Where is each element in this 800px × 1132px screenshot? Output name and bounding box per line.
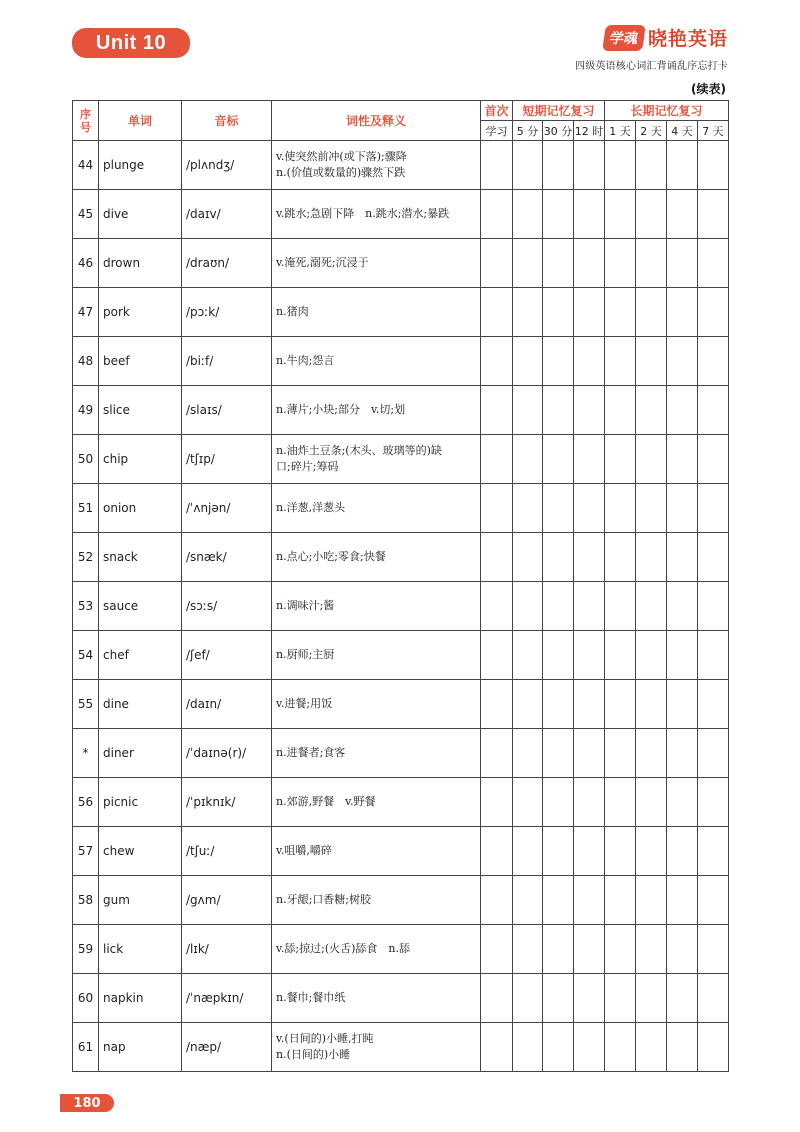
review-checkbox-cell[interactable]: [513, 729, 543, 778]
review-checkbox-cell[interactable]: [667, 974, 698, 1023]
table-row: [73, 386, 729, 435]
review-checkbox-cell[interactable]: [667, 190, 698, 239]
review-checkbox-cell[interactable]: [605, 141, 636, 190]
row-number: 57: [73, 827, 99, 876]
review-checkbox-cell[interactable]: [574, 631, 605, 680]
review-checkbox-cell[interactable]: [605, 190, 636, 239]
header-long-col: 1 天: [605, 121, 636, 141]
header-short-review: 短期记忆复习: [513, 101, 605, 121]
row-definition: [272, 582, 481, 631]
row-phonetic: /snæk/: [182, 533, 272, 582]
brand-block: [575, 24, 728, 72]
review-checkbox-cell[interactable]: [574, 141, 605, 190]
review-checkbox-cell[interactable]: [605, 925, 636, 974]
review-checkbox-cell[interactable]: [481, 484, 513, 533]
review-checkbox-cell[interactable]: [698, 827, 729, 876]
review-checkbox-cell[interactable]: [698, 288, 729, 337]
review-checkbox-cell[interactable]: [513, 974, 543, 1023]
review-checkbox-cell[interactable]: [698, 239, 729, 288]
header-first: 首次: [481, 101, 513, 121]
review-checkbox-cell[interactable]: [636, 925, 667, 974]
row-definition: [272, 288, 481, 337]
definition-line: v.进餐;用饭: [276, 697, 333, 710]
row-definition: [272, 239, 481, 288]
row-word: nap: [99, 1023, 182, 1072]
review-checkbox-cell[interactable]: [543, 1023, 574, 1072]
row-phonetic: /ˈpɪknɪk/: [182, 778, 272, 827]
row-word: diner: [99, 729, 182, 778]
review-checkbox-cell[interactable]: [481, 1023, 513, 1072]
review-checkbox-cell[interactable]: [636, 876, 667, 925]
review-checkbox-cell[interactable]: [636, 582, 667, 631]
review-checkbox-cell[interactable]: [513, 484, 543, 533]
row-phonetic: /tʃuː/: [182, 827, 272, 876]
row-phonetic: /ˈʌnjən/: [182, 484, 272, 533]
review-checkbox-cell[interactable]: [543, 386, 574, 435]
definition-line: n.餐巾;餐巾纸: [276, 991, 346, 1004]
review-checkbox-cell[interactable]: [481, 729, 513, 778]
review-checkbox-cell[interactable]: [574, 876, 605, 925]
review-checkbox-cell[interactable]: [636, 680, 667, 729]
definition-line: n.(日间的)小睡: [276, 1048, 351, 1061]
review-checkbox-cell[interactable]: [574, 729, 605, 778]
review-checkbox-cell[interactable]: [481, 386, 513, 435]
definition-line: n.牛肉;怨言: [276, 354, 335, 367]
row-phonetic: /daɪn/: [182, 680, 272, 729]
review-checkbox-cell[interactable]: [574, 386, 605, 435]
review-checkbox-cell[interactable]: [513, 337, 543, 386]
review-checkbox-cell[interactable]: [481, 337, 513, 386]
review-checkbox-cell[interactable]: [605, 729, 636, 778]
review-checkbox-cell[interactable]: [667, 141, 698, 190]
row-number: 50: [73, 435, 99, 484]
row-number: 47: [73, 288, 99, 337]
page-number: 180: [60, 1094, 114, 1112]
review-checkbox-cell[interactable]: [574, 778, 605, 827]
definition-line: n.(价值或数量的)骤然下跌: [276, 166, 406, 179]
review-checkbox-cell[interactable]: [574, 680, 605, 729]
review-checkbox-cell[interactable]: [543, 533, 574, 582]
review-checkbox-cell[interactable]: [636, 141, 667, 190]
review-checkbox-cell[interactable]: [543, 288, 574, 337]
review-checkbox-cell[interactable]: [698, 386, 729, 435]
review-checkbox-cell[interactable]: [698, 141, 729, 190]
row-definition: [272, 925, 481, 974]
review-checkbox-cell[interactable]: [605, 337, 636, 386]
row-phonetic: /pɔːk/: [182, 288, 272, 337]
row-number: 61: [73, 1023, 99, 1072]
review-checkbox-cell[interactable]: [636, 484, 667, 533]
header-def: 词性及释义: [272, 101, 481, 141]
table-row: [73, 484, 729, 533]
row-word: lick: [99, 925, 182, 974]
review-checkbox-cell[interactable]: [667, 435, 698, 484]
review-checkbox-cell[interactable]: [543, 484, 574, 533]
review-checkbox-cell[interactable]: [698, 876, 729, 925]
review-checkbox-cell[interactable]: [667, 827, 698, 876]
review-checkbox-cell[interactable]: [605, 533, 636, 582]
review-checkbox-cell[interactable]: [574, 1023, 605, 1072]
table-row: [73, 337, 729, 386]
header-first-sub: 学习: [481, 121, 513, 141]
review-checkbox-cell[interactable]: [513, 631, 543, 680]
row-word: drown: [99, 239, 182, 288]
table-row: [73, 141, 729, 190]
review-checkbox-cell[interactable]: [574, 484, 605, 533]
row-number: *: [73, 729, 99, 778]
review-checkbox-cell[interactable]: [698, 435, 729, 484]
review-checkbox-cell[interactable]: [636, 1023, 667, 1072]
review-checkbox-cell[interactable]: [481, 631, 513, 680]
brand-logo-icon: 学魂: [602, 25, 646, 51]
row-definition: [272, 141, 481, 190]
review-checkbox-cell[interactable]: [513, 778, 543, 827]
row-definition: [272, 1023, 481, 1072]
review-checkbox-cell[interactable]: [698, 680, 729, 729]
review-checkbox-cell[interactable]: [667, 729, 698, 778]
row-definition: [272, 533, 481, 582]
review-checkbox-cell[interactable]: [667, 239, 698, 288]
row-phonetic: /draʊn/: [182, 239, 272, 288]
definition-line: n.油炸土豆条;(木头、玻璃等的)缺: [276, 444, 442, 457]
review-checkbox-cell[interactable]: [481, 925, 513, 974]
review-checkbox-cell[interactable]: [636, 337, 667, 386]
review-checkbox-cell[interactable]: [667, 680, 698, 729]
table-row: [73, 876, 729, 925]
review-checkbox-cell[interactable]: [636, 827, 667, 876]
definition-line: v.使突然前冲(或下落);骤降: [276, 150, 407, 163]
row-phonetic: /ʃef/: [182, 631, 272, 680]
row-number: 52: [73, 533, 99, 582]
review-checkbox-cell[interactable]: [513, 582, 543, 631]
review-checkbox-cell[interactable]: [636, 778, 667, 827]
row-definition: [272, 631, 481, 680]
review-checkbox-cell[interactable]: [667, 778, 698, 827]
review-checkbox-cell[interactable]: [574, 435, 605, 484]
definition-line: n.洋葱,洋葱头: [276, 501, 346, 514]
review-checkbox-cell[interactable]: [574, 974, 605, 1023]
row-number: 44: [73, 141, 99, 190]
review-checkbox-cell[interactable]: [698, 337, 729, 386]
review-checkbox-cell[interactable]: [574, 925, 605, 974]
review-checkbox-cell[interactable]: [667, 484, 698, 533]
review-checkbox-cell[interactable]: [636, 729, 667, 778]
header-short-col: 30 分: [543, 121, 574, 141]
row-phonetic: /biːf/: [182, 337, 272, 386]
definition-line: n.郊游,野餐 v.野餐: [276, 795, 376, 808]
review-checkbox-cell[interactable]: [605, 1023, 636, 1072]
review-checkbox-cell[interactable]: [574, 827, 605, 876]
row-definition: [272, 729, 481, 778]
review-checkbox-cell[interactable]: [605, 484, 636, 533]
row-number: 54: [73, 631, 99, 680]
review-checkbox-cell[interactable]: [513, 925, 543, 974]
review-checkbox-cell[interactable]: [513, 876, 543, 925]
header-short-col: 12 时: [574, 121, 605, 141]
review-checkbox-cell[interactable]: [513, 141, 543, 190]
review-checkbox-cell[interactable]: [636, 631, 667, 680]
review-checkbox-cell[interactable]: [543, 778, 574, 827]
row-word: snack: [99, 533, 182, 582]
review-checkbox-cell[interactable]: [574, 582, 605, 631]
review-checkbox-cell[interactable]: [605, 288, 636, 337]
header-long-col: 4 天: [667, 121, 698, 141]
table-row: [73, 827, 729, 876]
table-row: [73, 680, 729, 729]
definition-line: n.点心;小吃;零食;快餐: [276, 550, 386, 563]
row-number: 55: [73, 680, 99, 729]
header-num: 序号: [73, 101, 99, 141]
row-number: 58: [73, 876, 99, 925]
review-checkbox-cell[interactable]: [481, 974, 513, 1023]
review-checkbox-cell[interactable]: [513, 239, 543, 288]
definition-line: n.厨师;主厨: [276, 648, 335, 661]
row-phonetic: /daɪv/: [182, 190, 272, 239]
review-checkbox-cell[interactable]: [543, 631, 574, 680]
definition-line: v.跳水;急剧下降 n.跳水;潜水;暴跌: [276, 207, 450, 220]
review-checkbox-cell[interactable]: [667, 876, 698, 925]
unit-badge: Unit 10: [72, 28, 190, 58]
review-checkbox-cell[interactable]: [574, 288, 605, 337]
review-checkbox-cell[interactable]: [605, 386, 636, 435]
brand-name: 晓艳英语: [647, 28, 728, 50]
review-checkbox-cell[interactable]: [667, 925, 698, 974]
review-checkbox-cell[interactable]: [605, 827, 636, 876]
review-checkbox-cell[interactable]: [481, 288, 513, 337]
review-checkbox-cell[interactable]: [513, 680, 543, 729]
review-checkbox-cell[interactable]: [667, 631, 698, 680]
review-checkbox-cell[interactable]: [481, 876, 513, 925]
row-phonetic: /plʌndʒ/: [182, 141, 272, 190]
review-checkbox-cell[interactable]: [667, 337, 698, 386]
row-word: beef: [99, 337, 182, 386]
header-pron: 音标: [182, 101, 272, 141]
review-checkbox-cell[interactable]: [636, 190, 667, 239]
definition-line: v.(日间的)小睡,打盹: [276, 1032, 374, 1045]
review-checkbox-cell[interactable]: [543, 337, 574, 386]
review-checkbox-cell[interactable]: [667, 1023, 698, 1072]
row-word: gum: [99, 876, 182, 925]
table-row: [73, 778, 729, 827]
continued-label: (续表): [691, 82, 726, 96]
review-checkbox-cell[interactable]: [543, 729, 574, 778]
table-row: [73, 582, 729, 631]
row-phonetic: /tʃɪp/: [182, 435, 272, 484]
definition-line: n.进餐者;食客: [276, 746, 346, 759]
definition-line: n.牙龈;口香糖;树胶: [276, 893, 371, 906]
review-checkbox-cell[interactable]: [698, 533, 729, 582]
review-checkbox-cell[interactable]: [543, 582, 574, 631]
row-word: slice: [99, 386, 182, 435]
review-checkbox-cell[interactable]: [513, 827, 543, 876]
row-definition: [272, 337, 481, 386]
row-word: onion: [99, 484, 182, 533]
review-checkbox-cell[interactable]: [543, 974, 574, 1023]
review-checkbox-cell[interactable]: [574, 239, 605, 288]
definition-line: n.薄片;小块;部分 v.切;划: [276, 403, 406, 416]
review-checkbox-cell[interactable]: [636, 974, 667, 1023]
header-short-col: 5 分: [513, 121, 543, 141]
row-word: chew: [99, 827, 182, 876]
review-checkbox-cell[interactable]: [513, 386, 543, 435]
row-definition: [272, 190, 481, 239]
row-phonetic: /næp/: [182, 1023, 272, 1072]
review-checkbox-cell[interactable]: [481, 680, 513, 729]
review-checkbox-cell[interactable]: [698, 582, 729, 631]
review-checkbox-cell[interactable]: [574, 190, 605, 239]
review-checkbox-cell[interactable]: [667, 582, 698, 631]
review-checkbox-cell[interactable]: [481, 239, 513, 288]
row-word: dine: [99, 680, 182, 729]
review-checkbox-cell[interactable]: [513, 533, 543, 582]
row-number: 48: [73, 337, 99, 386]
row-number: 45: [73, 190, 99, 239]
row-number: 56: [73, 778, 99, 827]
review-checkbox-cell[interactable]: [543, 435, 574, 484]
review-checkbox-cell[interactable]: [605, 435, 636, 484]
definition-line: 口;碎片;筹码: [276, 460, 339, 473]
review-checkbox-cell[interactable]: [605, 239, 636, 288]
header-long-col: 2 天: [636, 121, 667, 141]
review-checkbox-cell[interactable]: [481, 533, 513, 582]
row-word: dive: [99, 190, 182, 239]
table-row: [73, 533, 729, 582]
row-word: plunge: [99, 141, 182, 190]
review-checkbox-cell[interactable]: [481, 190, 513, 239]
review-checkbox-cell[interactable]: [698, 190, 729, 239]
review-checkbox-cell[interactable]: [698, 1023, 729, 1072]
review-checkbox-cell[interactable]: [698, 484, 729, 533]
table-row: [73, 190, 729, 239]
review-checkbox-cell[interactable]: [543, 239, 574, 288]
review-checkbox-cell[interactable]: [667, 533, 698, 582]
review-checkbox-cell[interactable]: [605, 582, 636, 631]
row-number: 49: [73, 386, 99, 435]
review-checkbox-cell[interactable]: [513, 288, 543, 337]
row-word: sauce: [99, 582, 182, 631]
review-checkbox-cell[interactable]: [605, 631, 636, 680]
row-phonetic: /ˈdaɪnə(r)/: [182, 729, 272, 778]
review-checkbox-cell[interactable]: [543, 141, 574, 190]
table-row: [73, 435, 729, 484]
row-number: 51: [73, 484, 99, 533]
header-long-review: 长期记忆复习: [605, 101, 729, 121]
row-word: chip: [99, 435, 182, 484]
row-definition: [272, 386, 481, 435]
review-checkbox-cell[interactable]: [636, 386, 667, 435]
table-row: [73, 239, 729, 288]
row-word: pork: [99, 288, 182, 337]
review-checkbox-cell[interactable]: [636, 288, 667, 337]
review-checkbox-cell[interactable]: [667, 386, 698, 435]
review-checkbox-cell[interactable]: [605, 876, 636, 925]
review-checkbox-cell[interactable]: [698, 631, 729, 680]
row-definition: [272, 484, 481, 533]
row-word: chef: [99, 631, 182, 680]
header-long-col: 7 天: [698, 121, 729, 141]
table-row: [73, 925, 729, 974]
definition-line: v.舔;掠过;(火舌)舔食 n.舔: [276, 942, 410, 955]
review-checkbox-cell[interactable]: [574, 337, 605, 386]
definition-line: n.猪肉: [276, 305, 309, 318]
review-checkbox-cell[interactable]: [636, 239, 667, 288]
table-row: [73, 631, 729, 680]
row-definition: [272, 876, 481, 925]
review-checkbox-cell[interactable]: [513, 435, 543, 484]
table-row: [73, 288, 729, 337]
review-checkbox-cell[interactable]: [636, 435, 667, 484]
row-definition: [272, 827, 481, 876]
vocab-table-body: [73, 141, 729, 1072]
review-checkbox-cell[interactable]: [574, 533, 605, 582]
row-definition: [272, 435, 481, 484]
review-checkbox-cell[interactable]: [698, 778, 729, 827]
definition-line: v.淹死,溺死;沉浸于: [276, 256, 369, 269]
review-checkbox-cell[interactable]: [481, 435, 513, 484]
row-phonetic: /slaɪs/: [182, 386, 272, 435]
row-word: napkin: [99, 974, 182, 1023]
row-number: 53: [73, 582, 99, 631]
review-checkbox-cell[interactable]: [543, 876, 574, 925]
brand-subtitle: 四级英语核心词汇背诵乱序忘打卡: [575, 61, 728, 72]
row-phonetic: /sɔːs/: [182, 582, 272, 631]
definition-line: v.咀嚼,嚼碎: [276, 844, 332, 857]
row-number: 46: [73, 239, 99, 288]
vocab-table: [72, 100, 729, 1072]
review-checkbox-cell[interactable]: [636, 533, 667, 582]
review-checkbox-cell[interactable]: [605, 680, 636, 729]
definition-line: n.调味汁;酱: [276, 599, 335, 612]
header-word: 单词: [99, 101, 182, 141]
review-checkbox-cell[interactable]: [513, 1023, 543, 1072]
review-checkbox-cell[interactable]: [543, 680, 574, 729]
review-checkbox-cell[interactable]: [513, 190, 543, 239]
row-word: picnic: [99, 778, 182, 827]
review-checkbox-cell[interactable]: [605, 974, 636, 1023]
review-checkbox-cell[interactable]: [698, 925, 729, 974]
row-definition: [272, 778, 481, 827]
table-row: [73, 729, 729, 778]
row-definition: [272, 974, 481, 1023]
review-checkbox-cell[interactable]: [481, 827, 513, 876]
review-checkbox-cell[interactable]: [605, 778, 636, 827]
review-checkbox-cell[interactable]: [698, 729, 729, 778]
table-row: [73, 974, 729, 1023]
review-checkbox-cell[interactable]: [698, 974, 729, 1023]
review-checkbox-cell[interactable]: [543, 190, 574, 239]
row-number: 59: [73, 925, 99, 974]
row-phonetic: /lɪk/: [182, 925, 272, 974]
review-checkbox-cell[interactable]: [481, 582, 513, 631]
review-checkbox-cell[interactable]: [481, 778, 513, 827]
review-checkbox-cell[interactable]: [543, 925, 574, 974]
row-phonetic: /ˈnæpkɪn/: [182, 974, 272, 1023]
review-checkbox-cell[interactable]: [543, 827, 574, 876]
table-row: [73, 1023, 729, 1072]
row-number: 60: [73, 974, 99, 1023]
row-phonetic: /gʌm/: [182, 876, 272, 925]
row-definition: [272, 680, 481, 729]
review-checkbox-cell[interactable]: [481, 141, 513, 190]
review-checkbox-cell[interactable]: [667, 288, 698, 337]
